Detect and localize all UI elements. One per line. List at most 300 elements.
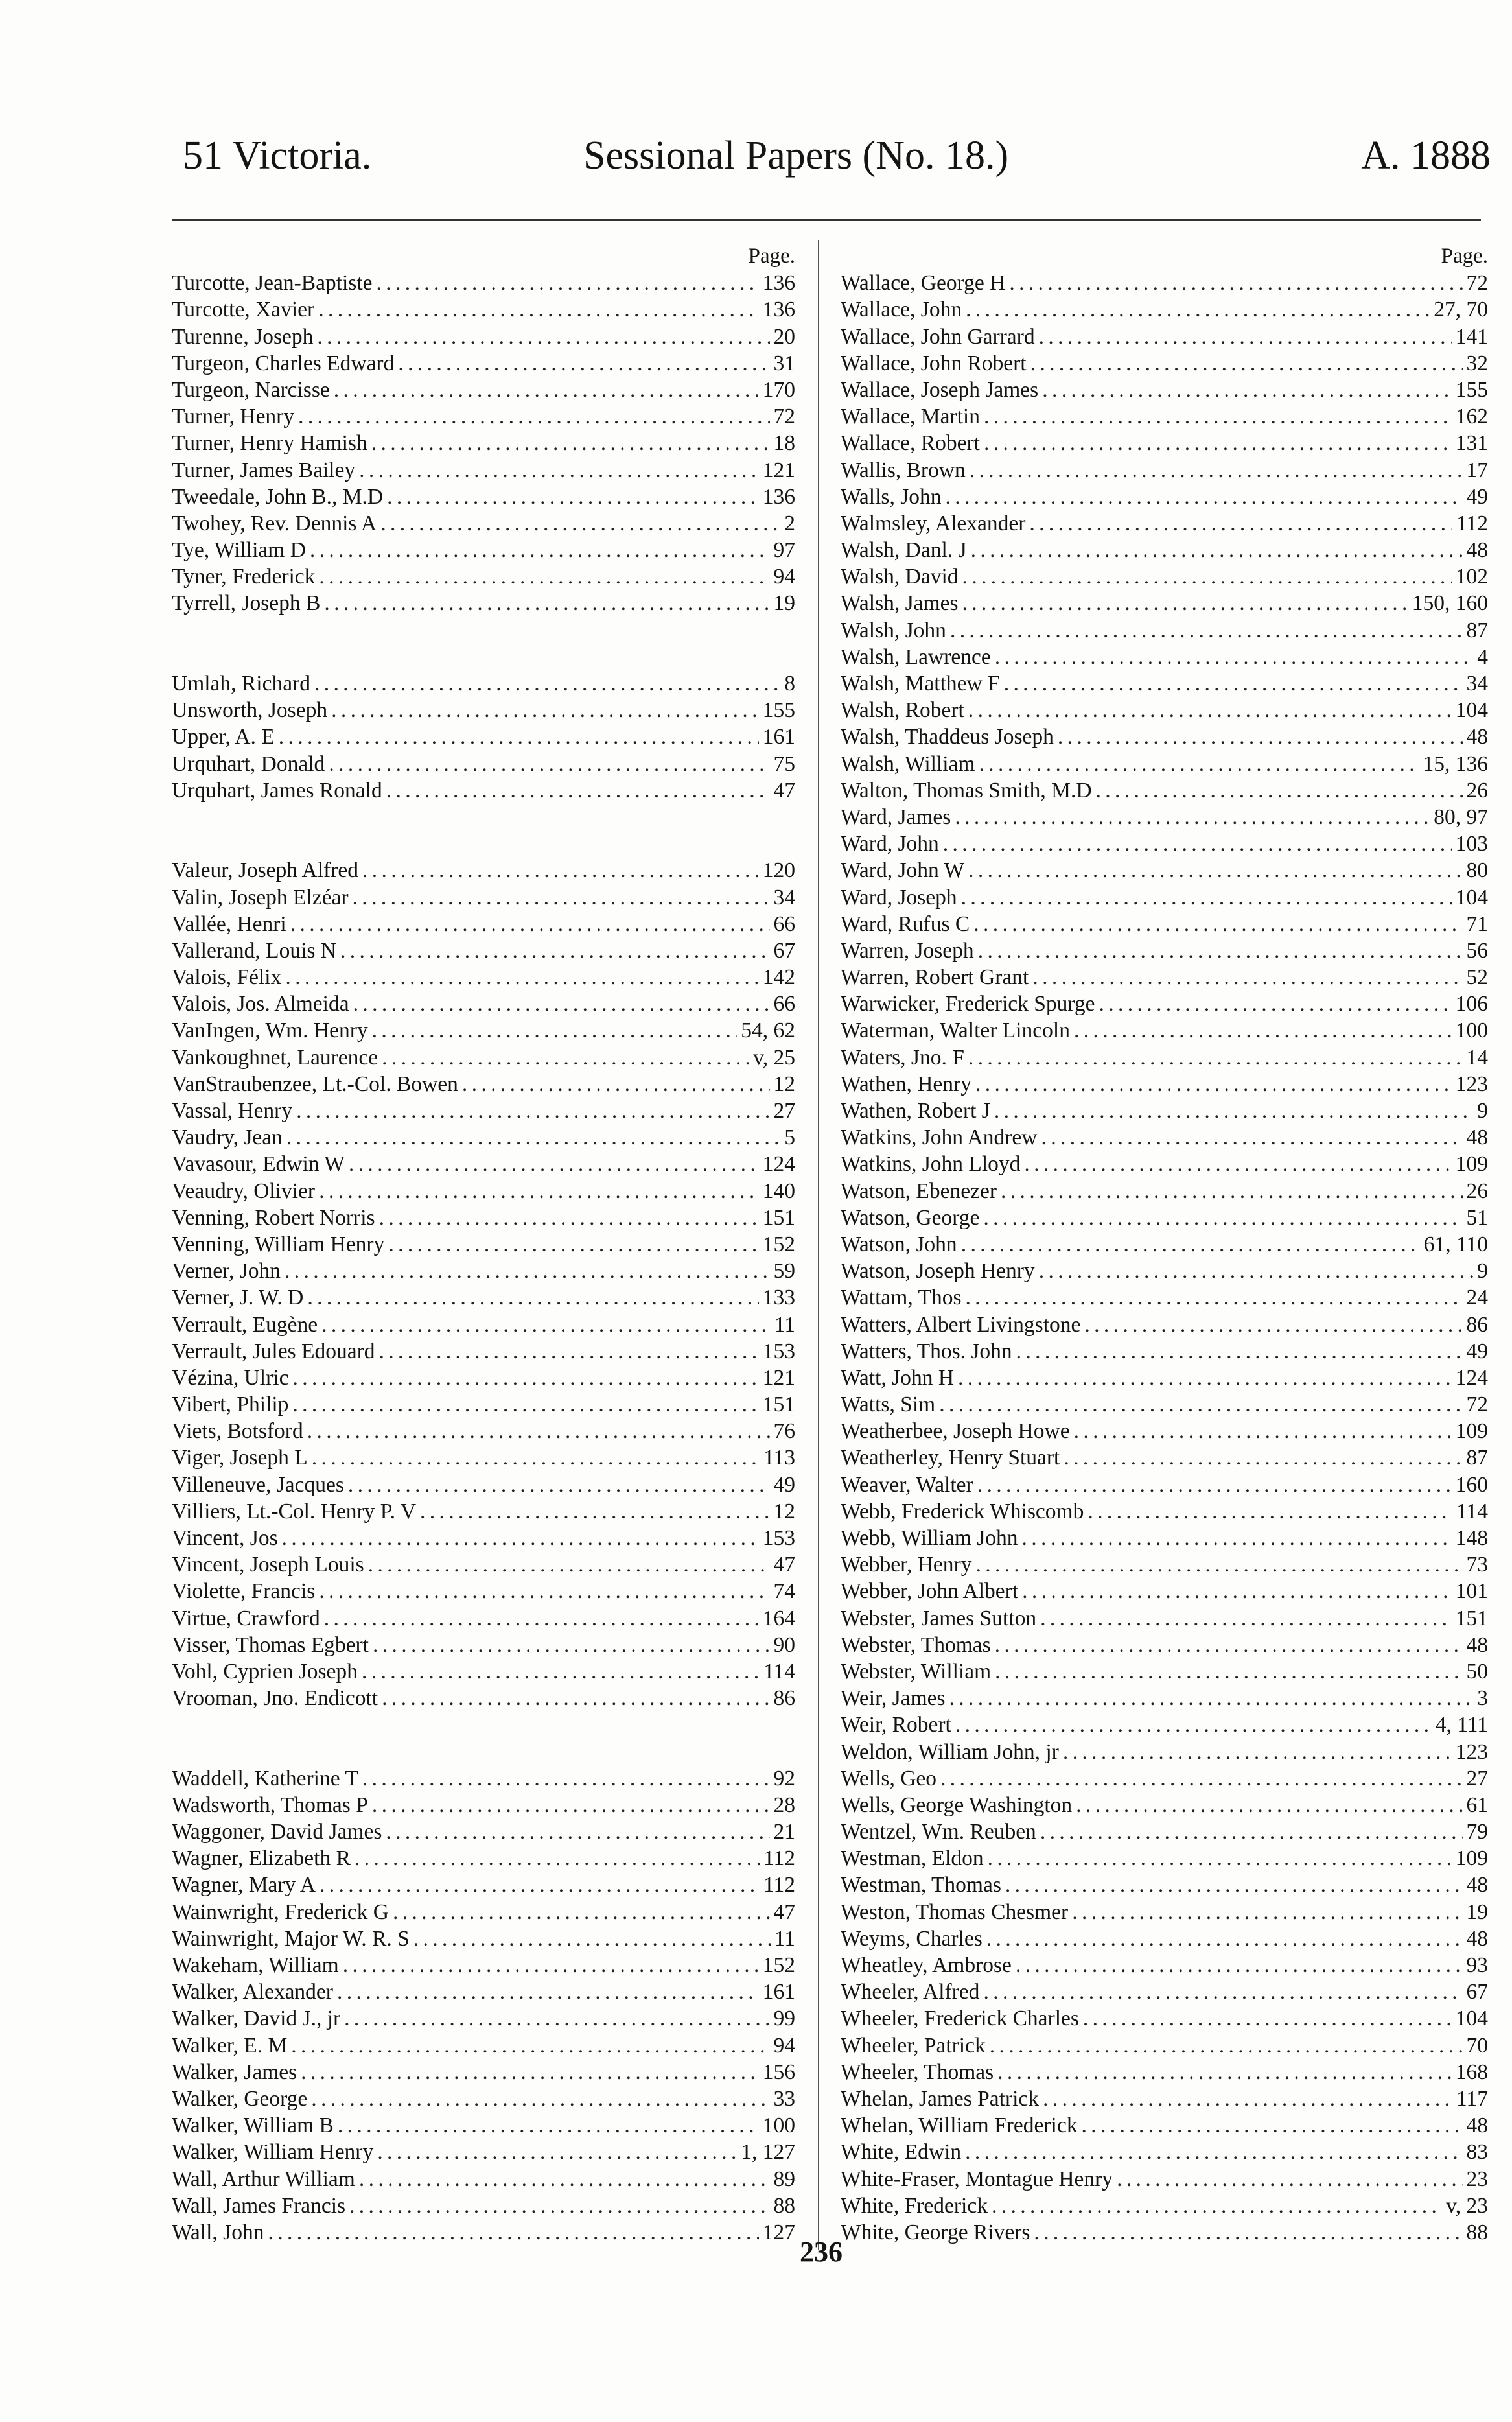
entry-pages: 86 [773, 1686, 795, 1711]
dot-leader [285, 964, 758, 991]
index-entry [841, 590, 1491, 617]
entry-name: Tyrrell, Joseph B [172, 591, 321, 616]
index-entry [172, 1685, 798, 1711]
entry-name: Verner, John [172, 1259, 281, 1284]
entry-name: Wheeler, Frederick Charles [841, 2006, 1079, 2031]
index-entry [841, 1792, 1491, 1818]
entry-pages: 88 [1466, 2220, 1488, 2244]
index-entry [841, 563, 1491, 590]
index-entry [841, 1872, 1491, 1898]
entry-pages: 21 [773, 1820, 795, 1844]
index-entry [841, 2032, 1491, 2059]
dot-leader [319, 563, 769, 590]
dot-leader [1005, 1872, 1463, 1898]
index-entry [172, 377, 798, 403]
entry-pages: v, 25 [753, 1045, 795, 1070]
entry-pages: 5 [784, 1125, 795, 1150]
dot-leader [359, 2166, 770, 2193]
index-entry [172, 1979, 798, 2005]
dot-leader [343, 1952, 759, 1979]
entry-pages: 48 [1466, 1926, 1488, 1951]
entry-name: Turenne, Joseph [172, 324, 314, 349]
entry-name: Walsh, James [841, 591, 959, 616]
dot-leader [1099, 991, 1452, 1017]
index-column-left [172, 243, 798, 2246]
entry-name: Watson, Joseph Henry [841, 1259, 1035, 1284]
dot-leader [1063, 1739, 1452, 1765]
entry-pages: 90 [773, 1632, 795, 1657]
entry-pages: 80 [1466, 858, 1488, 883]
entry-pages: 59 [773, 1259, 795, 1284]
index-entry [172, 403, 798, 430]
entry-name: Webb, William John [841, 1526, 1018, 1550]
index-entry [172, 2139, 798, 2165]
dot-leader [291, 2032, 769, 2059]
index-entries-left [172, 270, 798, 2246]
entry-pages: 141 [1455, 324, 1488, 349]
index-entry [172, 2166, 798, 2193]
section-gap [172, 644, 798, 670]
entry-name: Wells, Geo [841, 1766, 937, 1791]
index-entry [172, 1578, 798, 1605]
entry-pages: 11 [774, 1312, 795, 1337]
header-rule [172, 219, 1481, 221]
page-number: 236 [800, 2236, 843, 2268]
entry-name: Virtue, Crawford [172, 1606, 320, 1630]
entry-pages: 15, 136 [1423, 751, 1488, 776]
dot-leader [983, 1979, 1462, 2005]
index-entry [172, 1258, 798, 1284]
dot-leader [420, 1498, 769, 1525]
entry-pages: 114 [763, 1659, 795, 1684]
entry-name: Watters, Thos. John [841, 1339, 1012, 1363]
dot-leader [975, 1071, 1452, 1098]
entry-pages: 109 [1455, 1419, 1488, 1444]
entry-pages: 28 [773, 1793, 795, 1817]
entry-pages: 88 [773, 2193, 795, 2218]
dot-leader [1074, 1418, 1452, 1444]
entry-name: Visser, Thomas Egbert [172, 1632, 369, 1657]
volume-label: 51 Victoria. [183, 134, 372, 178]
entry-name: Vankoughnet, Laurence [172, 1045, 378, 1070]
entry-name: Wattam, Thos [841, 1286, 962, 1310]
dot-leader [1001, 1178, 1463, 1205]
entry-name: Upper, A. E [172, 725, 275, 749]
entry-pages: 94 [773, 565, 795, 589]
entry-pages: v, 23 [1446, 2193, 1488, 2218]
entry-pages: 112 [763, 1873, 795, 1898]
entry-name: Wall, James Francis [172, 2193, 346, 2218]
entry-name: Turgeon, Narcisse [172, 377, 330, 402]
dot-leader [1043, 2086, 1452, 2112]
entry-pages: 19 [773, 591, 795, 616]
entry-name: Unsworth, Joseph [172, 698, 328, 723]
dot-leader [971, 537, 1463, 563]
dot-leader [307, 1284, 758, 1311]
dot-leader [1074, 1017, 1452, 1044]
index-entry [841, 1765, 1491, 1792]
index-entry [172, 2193, 798, 2219]
dot-leader [1016, 1952, 1463, 1979]
index-entry [172, 457, 798, 484]
dot-leader [943, 830, 1452, 857]
index-entry [172, 2032, 798, 2059]
entry-pages: 121 [762, 458, 795, 482]
dot-leader [1040, 1818, 1463, 1845]
dot-leader [386, 777, 770, 804]
dot-leader [362, 1765, 770, 1792]
entry-name: Vallerand, Louis N [172, 938, 336, 963]
dot-leader [324, 1605, 759, 1632]
dot-leader [393, 1899, 770, 1925]
entry-name: Umlah, Richard [172, 672, 310, 696]
entry-pages: 48 [1466, 1125, 1488, 1150]
index-entry [172, 510, 798, 537]
entry-name: Turner, James Bailey [172, 458, 356, 482]
entry-pages: 17 [1466, 458, 1488, 482]
entry-name: Walsh, Danl. J [841, 538, 967, 563]
index-entry [172, 1498, 798, 1525]
entry-pages: 93 [1466, 1953, 1488, 1977]
entry-pages: 109 [1455, 1846, 1488, 1871]
index-entry [841, 1551, 1491, 1578]
index-entry [172, 537, 798, 563]
index-entry [841, 991, 1491, 1017]
index-entry [841, 1205, 1491, 1231]
entry-name: Wallace, John [841, 298, 962, 322]
dot-leader [372, 1792, 770, 1818]
entry-pages: 48 [1466, 538, 1488, 563]
entry-name: Valin, Joseph Elzéar [172, 885, 349, 910]
year-label: A. 1888 [1361, 134, 1491, 178]
entry-name: Webster, Thomas [841, 1632, 991, 1657]
dot-leader [377, 2139, 737, 2165]
index-entry [841, 1071, 1491, 1098]
dot-leader [979, 751, 1419, 777]
entry-name: Wall, John [172, 2220, 264, 2244]
index-entry [841, 644, 1491, 670]
index-entry [172, 2005, 798, 2032]
dot-leader [362, 857, 759, 884]
dot-leader [984, 430, 1452, 456]
entry-name: Ward, Rufus C [841, 911, 970, 936]
index-entry [172, 1178, 798, 1205]
entry-pages: 48 [1466, 1632, 1488, 1657]
entry-pages: 106 [1455, 992, 1488, 1017]
running-header [169, 133, 1491, 191]
index-entry [172, 1658, 798, 1685]
entry-name: Wheatley, Ambrose [841, 1953, 1012, 1977]
index-entry [841, 1899, 1491, 1925]
index-entry [841, 2219, 1491, 2246]
index-entry [172, 1765, 798, 1792]
entry-pages: 23 [1466, 2167, 1488, 2191]
entry-name: Walsh, William [841, 751, 975, 776]
index-entry [172, 430, 798, 456]
dot-leader [1030, 350, 1463, 377]
entry-pages: 32 [1466, 351, 1488, 375]
entry-name: Weir, Robert [841, 1713, 951, 1737]
dot-leader [1032, 964, 1462, 991]
entry-pages: 74 [773, 1579, 795, 1604]
entry-name: Walmsley, Alexander [841, 511, 1026, 535]
entry-name: Turner, Henry Hamish [172, 431, 367, 456]
entry-pages: 100 [762, 2113, 795, 2138]
entry-pages: 61 [1466, 1793, 1488, 1817]
entry-name: Valois, Jos. Almeida [172, 992, 349, 1017]
entry-name: Walsh, Matthew F [841, 672, 1000, 696]
entry-name: White, Edwin [841, 2140, 962, 2165]
entry-name: Weldon, William John, jr [841, 1739, 1059, 1764]
index-entry [841, 1578, 1491, 1605]
entry-pages: 72 [1466, 271, 1488, 296]
entry-pages: 152 [762, 1232, 795, 1256]
dot-leader [1016, 1338, 1463, 1365]
index-entry [172, 323, 798, 350]
index-entry [841, 1365, 1491, 1391]
dot-leader [307, 1418, 770, 1444]
entry-pages: 50 [1466, 1659, 1488, 1684]
sessional-papers-title: Sessional Papers (No. 18.) [583, 134, 1009, 178]
entry-pages: 2 [784, 511, 795, 535]
entry-name: Wagner, Elizabeth R [172, 1846, 351, 1871]
dot-leader [968, 1044, 1463, 1071]
dot-leader [310, 537, 770, 563]
index-entry [172, 1284, 798, 1311]
entry-name: Watson, John [841, 1232, 957, 1256]
dot-leader [329, 751, 769, 777]
index-entry [172, 2219, 798, 2246]
entry-name: Vézina, Ulric [172, 1365, 289, 1390]
entry-pages: 151 [762, 1393, 795, 1417]
entry-pages: 49 [1466, 1339, 1488, 1363]
entry-pages: 12 [773, 1072, 795, 1096]
index-entry [172, 1365, 798, 1391]
entry-name: Verrault, Eugène [172, 1312, 318, 1337]
index-entry [841, 2112, 1491, 2139]
entry-pages: 131 [1455, 431, 1488, 456]
entry-name: Vassal, Henry [172, 1099, 293, 1123]
dot-leader [379, 1205, 759, 1231]
index-entry [841, 1818, 1491, 1845]
entry-name: Weir, James [841, 1686, 946, 1711]
dot-leader [975, 1551, 1462, 1578]
entry-pages: 102 [1455, 565, 1488, 589]
entry-name: Violette, Francis [172, 1579, 316, 1604]
index-entry [841, 403, 1491, 430]
entry-pages: 104 [1455, 698, 1488, 723]
dot-leader [349, 1151, 759, 1177]
index-entry [841, 911, 1491, 937]
index-entry [841, 537, 1491, 563]
index-entry [172, 1231, 798, 1258]
dot-leader [997, 2059, 1452, 2086]
entry-pages: 133 [762, 1286, 795, 1310]
entry-pages: 109 [1455, 1152, 1488, 1177]
entry-pages: 75 [773, 751, 795, 776]
index-entry [841, 1685, 1491, 1711]
entry-name: Wallace, Martin [841, 405, 980, 429]
entry-pages: 124 [1455, 1365, 1488, 1390]
dot-leader [946, 484, 1463, 510]
entry-name: Wallace, John Robert [841, 351, 1027, 375]
index-entry [172, 484, 798, 510]
index-entry [172, 1605, 798, 1632]
index-entry [841, 1525, 1491, 1551]
index-entry [172, 1044, 798, 1071]
index-entry [172, 1818, 798, 1845]
entry-pages: 94 [773, 2033, 795, 2058]
entry-name: Walker, David J., jr [172, 2006, 341, 2031]
entry-pages: 148 [1455, 1526, 1488, 1550]
entry-name: VanStraubenzee, Lt.-Col. Bowen [172, 1072, 458, 1096]
dot-leader [968, 697, 1452, 723]
index-entry [172, 1525, 798, 1551]
entry-name: Vaudry, Jean [172, 1125, 283, 1150]
entry-pages: 66 [773, 992, 795, 1017]
entry-pages: 26 [1466, 778, 1488, 803]
entry-pages: 86 [1466, 1312, 1488, 1337]
dot-leader [282, 1525, 759, 1551]
index-entry [172, 1418, 798, 1444]
dot-leader [317, 323, 769, 350]
page-column-heading: Page. [1441, 244, 1488, 268]
entry-name: Vibert, Philip [172, 1393, 289, 1417]
dot-leader [1083, 2005, 1452, 2032]
entry-name: Webster, William [841, 1659, 992, 1684]
entry-name: Verrault, Jules Edouard [172, 1339, 375, 1363]
entry-name: Watson, George [841, 1205, 980, 1230]
index-entry [841, 884, 1491, 911]
entry-pages: 101 [1455, 1579, 1488, 1604]
dot-leader [349, 2193, 769, 2219]
dot-leader [949, 1685, 1474, 1711]
index-entry [172, 991, 798, 1017]
index-entry [841, 1231, 1491, 1258]
dot-leader [1029, 510, 1452, 537]
section-gap [172, 830, 798, 857]
entry-name: Waggoner, David James [172, 1820, 382, 1844]
index-entry [841, 697, 1491, 723]
entry-pages: 27 [1466, 1766, 1488, 1791]
entry-pages: 114 [1456, 1499, 1488, 1523]
entry-pages: 152 [762, 1953, 795, 1977]
entry-pages: 72 [1466, 1393, 1488, 1417]
entry-name: Walker, James [172, 2060, 297, 2084]
entry-name: Ward, James [841, 805, 951, 829]
entry-name: Westman, Thomas [841, 1873, 1001, 1898]
section-gap [172, 1739, 798, 1765]
index-entry [841, 377, 1491, 403]
entry-name: Wallace, Robert [841, 431, 980, 456]
entry-name: Walsh, Thaddeus Joseph [841, 725, 1054, 749]
dot-leader [961, 884, 1452, 911]
entry-name: Waterman, Walter Lincoln [841, 1018, 1070, 1043]
dot-leader [279, 723, 759, 750]
dot-leader [992, 2193, 1442, 2219]
entry-name: Tyner, Frederick [172, 565, 316, 589]
entry-name: Weatherley, Henry Stuart [841, 1446, 1060, 1470]
index-entry [841, 1845, 1491, 1872]
dot-leader [371, 430, 770, 456]
entry-name: Wagner, Mary A [172, 1873, 316, 1898]
entry-pages: 54, 62 [741, 1018, 795, 1043]
index-entry [172, 1017, 798, 1044]
entry-pages: 150, 160 [1412, 591, 1488, 616]
dot-leader [292, 1391, 758, 1418]
dot-leader [379, 1338, 759, 1365]
entry-name: Valois, Félix [172, 965, 282, 990]
dot-leader [1096, 777, 1463, 804]
entry-pages: 124 [762, 1152, 795, 1177]
entry-pages: 76 [773, 1419, 795, 1444]
entry-pages: 67 [1466, 1980, 1488, 2005]
dot-leader [988, 1845, 1452, 1872]
dot-leader [1117, 2166, 1462, 2193]
entry-name: Wainwright, Major W. R. S [172, 1926, 410, 1951]
index-entry [841, 1632, 1491, 1658]
dot-leader [968, 857, 1462, 884]
entry-pages: 104 [1455, 885, 1488, 910]
entry-pages: 11 [774, 1926, 795, 1951]
entry-name: Valeur, Joseph Alfred [172, 858, 358, 883]
entry-name: Turner, Henry [172, 405, 295, 429]
index-entry [841, 1925, 1491, 1952]
index-entry [172, 1551, 798, 1578]
entry-name: Vincent, Joseph Louis [172, 1553, 364, 1577]
index-entry [841, 751, 1491, 777]
entry-pages: 9 [1477, 1259, 1488, 1284]
dot-leader [338, 2112, 759, 2139]
entry-pages: 27, 70 [1434, 298, 1488, 322]
dot-leader [462, 1071, 770, 1098]
index-entry [841, 2086, 1491, 2112]
entry-name: Wells, George Washington [841, 1793, 1073, 1817]
entry-name: Twohey, Rev. Dennis A [172, 511, 377, 535]
entry-pages: 33 [773, 2086, 795, 2111]
entry-name: Webber, John Albert [841, 1579, 1019, 1604]
entry-name: Vallée, Henri [172, 911, 286, 936]
dot-leader [958, 1365, 1452, 1391]
entry-name: Watters, Albert Livingstone [841, 1312, 1081, 1337]
entry-pages: 153 [762, 1526, 795, 1550]
index-entry [841, 1044, 1491, 1071]
dot-leader [324, 590, 769, 617]
entry-pages: 19 [1466, 1899, 1488, 1924]
index-entry [841, 723, 1491, 750]
index-entry [841, 964, 1491, 991]
entry-pages: 49 [1466, 484, 1488, 509]
dot-leader [995, 1632, 1463, 1658]
index-entry [172, 296, 798, 323]
index-entry [172, 590, 798, 617]
index-entry [172, 270, 798, 296]
page-column-heading: Page. [748, 244, 795, 268]
entry-pages: 20 [773, 324, 795, 349]
entry-name: Vohl, Cyprien Joseph [172, 1659, 358, 1684]
entry-name: Ward, Joseph [841, 885, 957, 910]
dot-leader [990, 2032, 1463, 2059]
index-entry [172, 723, 798, 750]
entry-pages: 100 [1455, 1018, 1488, 1043]
dot-leader [966, 1284, 1463, 1311]
entry-name: Westman, Eldon [841, 1846, 984, 1871]
entry-name: Watt, John H [841, 1365, 955, 1390]
index-entry [172, 1632, 798, 1658]
entry-name: Wentzel, Wm. Reuben [841, 1820, 1036, 1844]
entry-pages: 92 [773, 1766, 795, 1791]
dot-leader [344, 2005, 769, 2032]
